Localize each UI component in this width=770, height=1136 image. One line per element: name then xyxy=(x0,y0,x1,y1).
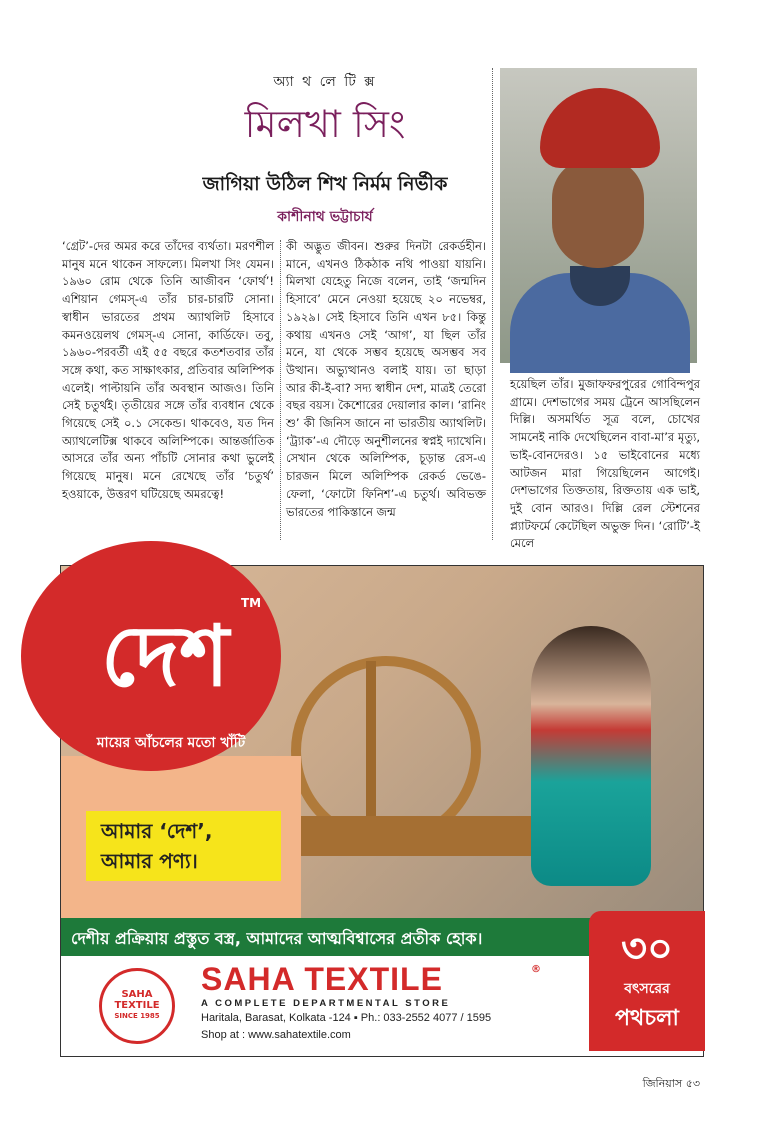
article-byline: কাশীনাথ ভট্টাচার্য xyxy=(277,209,373,225)
woman-figure xyxy=(531,626,651,886)
article-column-2: কী অদ্ভুত জীবন। শুরুর দিনটা রেকর্ডহীন। মানে, এখনও ঠিকঠাক নথি পাওয়া যায়নি। মিলখা যেহেতু নিজে বলেন, তাই ‘জন্মদিন হিসাবে’ মেনে নেওয়া হয়েছে ২০ নভেম্বর, ১৯২৯। সেই হিসাবে তিনি এখন ৮৫। কিন্তু কথায় এখনও সেই ‘আগ’, যা ছিল তাঁর মনে, যা থেকে সম্ভব হয়েছে অসম্ভব সব উত্থান। অভ্যুত্থানও বলাই যায়। তা ছাড়া আর কী-ই-বা? সদ্য স্বাধীন দেশ, মাত্রই তেরো বছর বয়স। কৈশোরের দেয়ালার কাল। ‘রানিং শু’ কী জিনিস জানে না ভারতীয় অ্যাথলিট। ‘ট্র্যাক’-এ দৌড়ে অনুশীলনের স্বপ্নই দ্যাখেনি। সেখান থেকে অলিম্পিক, চূড়ান্ত রেস-এ চারজন মিলে অলিম্পিক রেকর্ড ভেঙে-ফেলা, ‘ফোটো ফিনিশ’-এ চতুর্থ। অবিভক্ত ভারতের পাকিস্তানে জন্ম xyxy=(286,239,486,519)
ad-slogan: আমার ‘দেশ’, আমার পণ্য। xyxy=(101,819,213,873)
page-folio: জিনিয়াস ৫৩ xyxy=(642,1077,700,1090)
thirty-years-badge xyxy=(589,911,705,1051)
years-label: বৎসরের xyxy=(624,981,670,997)
article-column-1: ‘গ্রেট’-দের অমর করে তাঁদের ব্যর্থতা। মরণশীল মানুষ মনে থাকেন সাফল্যে। মিলখা সিং যেমন। ১৯৬০ রোম থেকে তিনি আজীবন ‘ফোর্থ’! এশিয়ান গেমস্‌-এ তাঁর চার-চারটি সোনা। স্বাধীন ভারতের প্রথম অ্যাথলিট হিসাবে কমনওয়েলথ গেমস্‌-এ সোনা, কার্ডিফে। তবু, ১৯৬০-পরবর্তী এই ৫৫ বছরে কতশতবার তাঁর সঙ্গে কথা, কত সাক্ষাৎকার, প্রতিবার অলিম্পিক এলেই। পাল্টায়নি তাঁর অবস্থান আজও। তিনি সেই চতুর্থই। তৃতীয়ের সঙ্গে তাঁর ব্যবধান থেকে গিয়েছে সেই ০.১ সেকেন্ড। থাকবেও, যত দিন অ্যাথলেটিক্স থাকবে অলিম্পিকে। আন্তর্জাতিক আসরে তাঁর অন্য পাঁচটি সোনার কথা ভুলেই গিয়েছে মানুষ। মনে রেখেছে তাঁর ‘চতুর্থ’ হওয়াকে, উত্তরণ ঘটিয়েছে অমরত্বে! xyxy=(62,239,274,501)
column-divider xyxy=(492,68,493,540)
article-title: মিলখা সিং xyxy=(244,102,406,146)
desh-logo: দেশ xyxy=(101,606,229,705)
trademark-mark: TM xyxy=(241,596,262,610)
milkha-singh-portrait xyxy=(500,68,697,363)
brand-name: SAHA TEXTILE xyxy=(201,961,443,997)
registered-mark: ® xyxy=(531,964,541,975)
store-address: Haritala, Barasat, Kolkata -124 ▪ Ph.: 033-2552 4077 / 1595 xyxy=(201,1012,492,1024)
article-column-3: হয়েছিল তাঁর। মুজাফফরপুরের গোবিন্দপুর গ্রামে। দেশভাগের সময় ট্রেনে আসছিলেন দিল্লি। অসমর্থিত সূত্র বলে, চোখের সামনেই নাকি দেখেছিলেন বাবা-মা’র মৃত্যু, ভাই-বোনদেরও। ১৫ ভাইবোনের মধ্যে আটজন মারা গিয়েছিলেন আগেই। দেশভাগের তিক্ততায়, রিক্ততায় এক ভাই, দুই বোন আরও। দিল্লি রেল স্টেশনের প্ল্যাটফর্মে কেটেছিল অভুক্ত দিন। ‘রোটি’-ই মেলে xyxy=(510,377,700,551)
article-subtitle: জাগিয়া উঠিল শিখ নির্মম নির্ভীক xyxy=(202,173,448,195)
ad-banner-text: দেশীয় প্রক্রিয়ায় প্রস্তুত বস্ত্র, আমাদের আত্মবিশ্বাসের প্রতীক হোক। xyxy=(71,929,483,948)
store-website[interactable]: Shop at : www.sahatextile.com xyxy=(201,1029,351,1041)
desh-tagline: মায়ের আঁচলের মতো খাঁটি xyxy=(96,735,246,751)
portrait-turban xyxy=(540,88,660,168)
journey-label: পথচলা xyxy=(615,1006,679,1031)
store-description: A COMPLETE DEPARTMENTAL STORE xyxy=(201,998,451,1009)
portrait-face xyxy=(552,158,644,268)
section-kicker: অ্যা থ লে টি ক্স xyxy=(273,74,377,90)
column-divider xyxy=(280,240,281,540)
years-number: ৩০ xyxy=(620,926,673,972)
spinning-wheel-spoke xyxy=(366,661,376,831)
seal-text: SAHA TEXTILE SINCE 1985 xyxy=(114,989,160,1020)
saha-textile-advertisement xyxy=(60,565,704,1057)
